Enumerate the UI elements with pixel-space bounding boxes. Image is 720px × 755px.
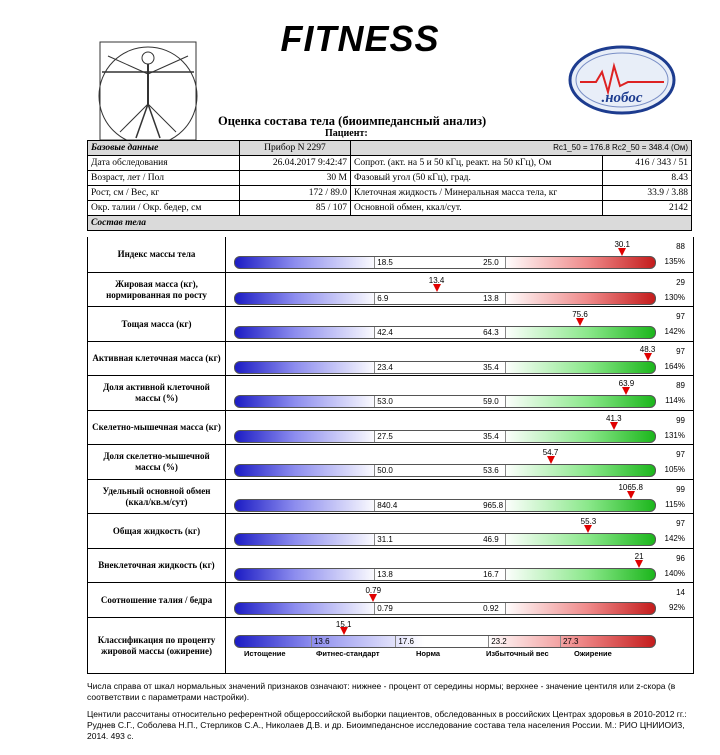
base-data-table	[87, 140, 692, 231]
norm-scale-bar	[234, 602, 656, 615]
norm-scale-bar	[234, 292, 656, 305]
norm-low-value: 31.1	[377, 535, 393, 544]
measured-value: 30.1	[614, 240, 631, 249]
value-marker-arrow	[635, 560, 643, 568]
norm-high-value: 59.0	[483, 397, 499, 406]
threshold-divider	[488, 636, 489, 647]
norm-high-divider	[505, 603, 506, 614]
row-value: 85 / 107	[240, 201, 351, 216]
centile-value: 96	[676, 553, 685, 563]
threshold-divider	[311, 636, 312, 647]
metric-label: Жировая масса (кг), нормированная по росту	[88, 273, 226, 308]
metric-row	[88, 375, 693, 411]
device-number: Прибор N 2297	[240, 141, 351, 156]
norm-high-divider	[505, 534, 506, 545]
norm-scale-bar	[234, 464, 656, 477]
table-row	[88, 156, 692, 171]
row-value: 2142	[603, 201, 692, 216]
row-label: Основной обмен, ккал/сут.	[351, 201, 603, 216]
centile-value: 97	[676, 346, 685, 356]
percent-of-norm: 140%	[664, 568, 685, 578]
norm-scale-bar	[234, 499, 656, 512]
value-marker-arrow	[369, 594, 377, 602]
percent-of-norm: 115%	[665, 499, 685, 509]
threshold-value: 27.3	[562, 636, 579, 646]
measured-value: 15.1	[335, 619, 352, 629]
value-marker-arrow	[622, 387, 630, 395]
measured-value: 1065.8	[618, 482, 643, 492]
row-label: Окр. талии / Окр. бедер, см	[88, 201, 240, 216]
value-marker-arrow	[644, 353, 652, 361]
category-label: Истощение	[244, 648, 286, 658]
norm-low-divider	[374, 257, 375, 268]
norm-low-value: 42.4	[377, 328, 393, 337]
norm-low-value: 53.0	[377, 397, 393, 406]
table-row	[88, 201, 692, 216]
row-label: Сопрот. (акт. на 5 и 50 кГц, реакт. на 50 кГц), Ом	[351, 156, 603, 171]
percent-of-norm: 142%	[664, 327, 685, 336]
value-marker-arrow	[627, 491, 635, 499]
metric-row	[88, 306, 693, 342]
norm-scale-bar	[234, 533, 656, 546]
norm-scale-bar	[234, 395, 656, 408]
norm-high-value: 35.4	[483, 431, 499, 441]
norm-low-value: 0.79	[377, 604, 393, 613]
norm-low-divider	[374, 569, 375, 580]
centile-value: 97	[676, 450, 685, 459]
category-label: Норма	[416, 648, 441, 658]
norm-high-value: 35.4	[483, 362, 499, 372]
norm-low-divider	[374, 327, 375, 338]
norm-high-divider	[505, 431, 506, 442]
row-value: 26.04.2017 9:42:47	[240, 156, 351, 171]
norm-high-value: 46.9	[483, 535, 499, 544]
norm-low-divider	[374, 293, 375, 304]
composition-header: Состав тела	[88, 216, 692, 231]
clinic-logo	[566, 42, 678, 118]
norm-low-divider	[374, 465, 375, 476]
patient-label: Пациент:	[325, 128, 368, 139]
norm-low-divider	[374, 603, 375, 614]
norm-scale-bar	[234, 256, 656, 269]
percent-of-norm: 114%	[665, 396, 685, 405]
percent-of-norm: 105%	[664, 465, 685, 474]
norm-high-divider	[505, 362, 506, 373]
norm-low-value: 6.9	[377, 293, 389, 303]
classification-row	[88, 617, 693, 675]
row-label: Фазовый угол (50 кГц), град.	[351, 171, 603, 186]
document-title: Оценка состава тела (биоимпедансный анализ)	[218, 114, 487, 128]
row-value: 8.43	[603, 171, 692, 186]
centile-value: 89	[676, 381, 685, 390]
threshold-value: 13.6	[313, 636, 330, 646]
row-value: 33.9 / 3.88	[603, 186, 692, 201]
metric-row	[88, 444, 693, 480]
norm-low-value: 13.8	[377, 569, 393, 579]
centile-value: 29	[676, 277, 685, 287]
centile-value: 97	[676, 312, 685, 321]
table-row	[88, 171, 692, 186]
norm-high-divider	[505, 327, 506, 338]
row-label: Рост, см / Вес, кг	[88, 186, 240, 201]
row-value: 30 М	[240, 171, 351, 186]
metric-row	[88, 479, 693, 515]
category-label: Ожирение	[574, 648, 612, 658]
norm-high-value: 25.0	[483, 258, 499, 267]
percent-of-norm: 164%	[664, 361, 685, 371]
table-row	[88, 186, 692, 201]
norm-scale-bar	[234, 361, 656, 374]
metric-label: Внеклеточная жидкость (кг)	[88, 549, 226, 584]
norm-high-divider	[505, 500, 506, 511]
footnote-scale: Числа справа от шкал нормальных значений признаков означают: нижнее - процент от середины нормы; верхнее - значение центиля или z-скора (в соответствии с параметрами настройки).	[87, 681, 676, 702]
measured-value: 21	[634, 551, 644, 561]
percent-of-norm: 142%	[664, 534, 685, 543]
measured-value: 48.3	[639, 344, 656, 354]
metric-row	[88, 272, 693, 308]
centile-value: 97	[676, 519, 685, 528]
norm-high-divider	[505, 569, 506, 580]
row-label: Клеточная жидкость / Минеральная масса тела, кг	[351, 186, 603, 201]
base-data-header: Базовые данные	[88, 141, 240, 156]
row-value: 416 / 343 / 51	[603, 156, 692, 171]
vitruvian-man-image	[92, 38, 204, 146]
metric-label: Соотношение талия / бедра	[88, 583, 226, 618]
threshold-value: 17.6	[398, 636, 414, 646]
metric-label: Активная клеточная масса (кг)	[88, 342, 226, 377]
value-marker-arrow	[576, 318, 584, 326]
norm-scale-bar	[234, 326, 656, 339]
measured-value: 54.7	[542, 448, 559, 457]
norm-low-divider	[374, 362, 375, 373]
norm-low-value: 840.4	[377, 500, 398, 510]
percent-of-norm: 135%	[664, 257, 685, 266]
threshold-divider	[395, 636, 396, 647]
norm-low-divider	[374, 500, 375, 511]
category-label: Избыточный вес	[486, 648, 549, 658]
metric-row	[88, 513, 693, 549]
norm-high-value: 16.7	[483, 569, 499, 579]
norm-low-value: 18.5	[377, 258, 393, 267]
norm-high-value: 965.8	[483, 500, 504, 510]
measured-value: 0.79	[365, 586, 382, 595]
category-label: Фитнес-стандарт	[316, 648, 380, 658]
threshold-divider	[560, 636, 561, 647]
norm-high-divider	[505, 465, 506, 476]
metric-label: Индекс массы тела	[88, 237, 226, 272]
norm-low-value: 27.5	[377, 431, 393, 441]
classification-scale-bar	[234, 635, 656, 648]
metric-row	[88, 410, 693, 446]
metric-label: Доля активной клеточной массы (%)	[88, 376, 226, 411]
norm-scale-bar	[234, 568, 656, 581]
svg-text:.нoбос: .нoбос	[601, 90, 643, 106]
norm-low-divider	[374, 431, 375, 442]
metric-label: Тощая масса (кг)	[88, 307, 226, 342]
norm-high-divider	[505, 396, 506, 407]
norm-high-value: 0.92	[483, 604, 499, 613]
norm-low-divider	[374, 396, 375, 407]
value-marker-arrow	[547, 456, 555, 464]
measured-value: 13.4	[428, 275, 445, 285]
centile-value: 14	[676, 588, 685, 597]
measured-value: 55.3	[580, 517, 597, 526]
norm-scale-bar	[234, 430, 656, 443]
norm-high-divider	[505, 257, 506, 268]
value-marker-arrow	[618, 248, 626, 256]
metric-row	[88, 237, 693, 272]
value-marker-arrow	[610, 422, 618, 430]
rc-values: Rc1_50 = 176.8 Rc2_50 = 348.4 (Ом)	[351, 141, 692, 156]
measured-value: 41.3	[606, 413, 622, 423]
norm-high-value: 64.3	[483, 328, 499, 337]
brand-title: FITNESS	[280, 18, 440, 59]
metric-row	[88, 548, 693, 584]
norm-low-value: 50.0	[377, 466, 393, 475]
percent-of-norm: 131%	[664, 430, 685, 440]
classification-label: Классификация по проценту жировой массы (ожирение)	[88, 618, 226, 675]
body-composition-panel	[87, 237, 694, 674]
metric-label: Скелетно-мышечная масса (кг)	[88, 411, 226, 446]
measured-value: 75.6	[572, 310, 588, 319]
threshold-value: 23.2	[491, 636, 507, 646]
row-value: 172 / 89.0	[240, 186, 351, 201]
measured-value: 63.9	[618, 379, 635, 388]
value-marker-arrow	[433, 284, 441, 292]
value-marker-arrow	[340, 627, 348, 635]
percent-of-norm: 92%	[668, 603, 685, 612]
metric-label: Общая жидкость (кг)	[88, 514, 226, 549]
norm-low-divider	[374, 534, 375, 545]
centile-value: 99	[676, 415, 685, 425]
metric-row	[88, 341, 693, 377]
row-label: Возраст, лет / Пол	[88, 171, 240, 186]
value-marker-arrow	[584, 525, 592, 533]
metric-label: Доля скелетно-мышечной массы (%)	[88, 445, 226, 480]
norm-high-divider	[505, 293, 506, 304]
norm-high-value: 53.6	[483, 466, 499, 475]
row-label: Дата обследования	[88, 156, 240, 171]
metric-row	[88, 582, 693, 618]
centile-value: 99	[676, 484, 685, 494]
norm-low-value: 23.4	[377, 362, 393, 372]
metric-label: Удельный основной обмен (ккал/кв.м/сут)	[88, 480, 226, 515]
percent-of-norm: 130%	[664, 292, 685, 302]
footnote-reference: Центили рассчитаны относительно референтной общероссийской выборки пациентов, обследованных в российских Центрах здоровья в 2010-2012 гг.: Руднев С.Г., Соболева Н.П., Стерликов С.А., Николаев Д.В. и др. Биоимпедансное исследование состава тела населения России. М.: РИО ЦНИИОИЗ, 2014. 493 с.	[87, 709, 687, 741]
norm-high-value: 13.8	[483, 293, 499, 303]
centile-value: 88	[676, 242, 685, 251]
